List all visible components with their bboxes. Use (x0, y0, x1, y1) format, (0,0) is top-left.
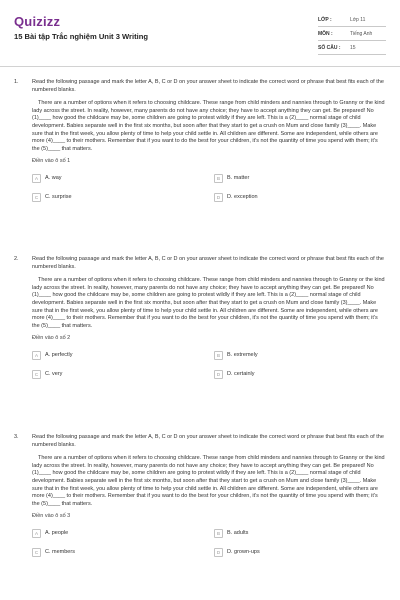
option-text: A. way (45, 174, 62, 181)
question-prompt: Điền vào ô số 2 (32, 335, 71, 342)
option-letter-box: B (214, 351, 223, 360)
answer-option-b[interactable] (214, 529, 396, 538)
question-number: 1. (14, 79, 19, 85)
option-text: C. members (45, 548, 75, 555)
question-3 (14, 434, 386, 557)
question-passage: There are a number of options when it refers to choosing childcare. These range from child minders and nannies through to Granny or the kind lady across the street. In reality, however, many parents do not have any choice; they have to accept anything they can get. Be prepared! No (1)____ how good the childcare may be, some children are going to protest wildly if they are left. This is a (2)____ normal stage of child development. Babies separate well in the first six months, but soon after that they start to get a crush on Mum and close family (3)____. Make sure that in the first week, you allow plenty of time to help your child settle in. All children are different. Some are independent, while others are more (4)____ to their mothers. Remember that if you want to do the best for your children, it's not the quantity of time you spend with them; it's the (5)____ that matters. (32, 277, 385, 329)
info-value: Lớp 11 (350, 16, 366, 23)
question-prompt: Điền vào ô số 1 (32, 158, 71, 165)
answer-option-c[interactable] (32, 193, 214, 202)
option-letter-box: D (214, 370, 223, 379)
answer-options (32, 529, 386, 557)
answer-option-d[interactable] (214, 193, 396, 202)
option-letter-box: C (32, 370, 41, 379)
question-1 (14, 79, 386, 202)
answer-option-c[interactable] (32, 370, 214, 379)
answer-option-a[interactable] (32, 351, 214, 360)
answer-option-b[interactable] (214, 174, 396, 183)
question-passage: There are a number of options when it refers to choosing childcare. These range from child minders and nannies through to Granny or the kind lady across the street. In reality, however, many parents do not have any choice; they have to accept anything they can get. Be prepared! No (1)____ how good the childcare may be, some children are going to protest wildly if they are left. This is a (2)____ normal stage of child development. Babies separate well in the first six months, but soon after that they start to get a crush on Mum and close family (3)____. Make sure that in the first week, you allow plenty of time to help your child settle in. All children are different. Some are independent, while others are more (4)____ to their mothers. Remember that if you want to do the best for your children, it's not the quantity of time you spend with them; it's the (5)____ that matters. (32, 100, 385, 152)
option-letter-box: C (32, 193, 41, 202)
info-row-class (318, 13, 386, 27)
option-text: B. matter (227, 174, 250, 181)
info-label: LỚP : (318, 16, 332, 23)
info-value: 15 (350, 44, 356, 51)
info-label: SỐ CÂU : (318, 44, 341, 51)
info-label: MÔN : (318, 30, 333, 37)
info-table (318, 13, 386, 55)
answer-options (32, 351, 386, 379)
option-text: C. very (45, 370, 63, 377)
answer-option-d[interactable] (214, 370, 396, 379)
question-body (32, 79, 386, 202)
question-passage: There are a number of options when it refers to choosing childcare. These range from child minders and nannies through to Granny or the kind lady across the street. In reality, however, many parents do not have any choice; they have to accept anything they can get. Be prepared! No (1)____ how good the childcare may be, some children are going to protest wildly if they are left. This is a (2)____ normal stage of child development. Babies separate well in the first six months, but soon after that they start to get a crush on Mum and close family (3)____. Make sure that in the first week, you allow plenty of time to help your child settle in. All children are different. Some are independent, while others are more (4)____ to their mothers. Remember that if you want to do the best for your children, it's not the quantity of time you spend with them; it's the (5)____ that matters. (32, 455, 385, 507)
option-text: D. certainly (227, 370, 255, 377)
option-text: B. extremely (227, 351, 258, 358)
header-divider (0, 66, 400, 67)
option-letter-box: A (32, 529, 41, 538)
option-text: D. grown-ups (227, 548, 260, 555)
question-2 (14, 256, 386, 379)
answer-option-d[interactable] (214, 548, 396, 557)
question-prompt: Điền vào ô số 3 (32, 513, 71, 520)
question-body (32, 434, 386, 557)
question-number: 3. (14, 434, 19, 440)
question-instruction: Read the following passage and mark the letter A, B, C or D on your answer sheet to indicate the correct word or phrase that best fits each of the numbered blanks. (32, 79, 384, 93)
page-title: 15 Bài tập Trắc nghiệm Unit 3 Writing (14, 32, 149, 41)
quizizz-logo: Quizizz (14, 14, 61, 29)
option-letter-box: B (214, 529, 223, 538)
answer-option-a[interactable] (32, 529, 214, 538)
info-row-count (318, 41, 386, 55)
option-letter-box: C (32, 548, 41, 557)
option-letter-box: A (32, 174, 41, 183)
option-text: C. surprise (45, 193, 72, 200)
option-text: A. people (45, 529, 69, 536)
info-value: Tiếng Anh (350, 30, 373, 37)
option-text: B. adults (227, 529, 249, 536)
answer-options (32, 174, 386, 202)
answer-option-c[interactable] (32, 548, 214, 557)
info-row-subject (318, 27, 386, 41)
option-letter-box: D (214, 548, 223, 557)
option-letter-box: B (214, 174, 223, 183)
answer-option-b[interactable] (214, 351, 396, 360)
question-instruction: Read the following passage and mark the letter A, B, C or D on your answer sheet to indicate the correct word or phrase that best fits each of the numbered blanks. (32, 256, 384, 270)
answer-option-a[interactable] (32, 174, 214, 183)
question-instruction: Read the following passage and mark the letter A, B, C or D on your answer sheet to indicate the correct word or phrase that best fits each of the numbered blanks. (32, 434, 384, 448)
question-body (32, 256, 386, 379)
question-number: 2. (14, 256, 19, 262)
option-text: D. exception (227, 193, 258, 200)
option-letter-box: D (214, 193, 223, 202)
option-text: A. perfectly (45, 351, 73, 358)
option-letter-box: A (32, 351, 41, 360)
